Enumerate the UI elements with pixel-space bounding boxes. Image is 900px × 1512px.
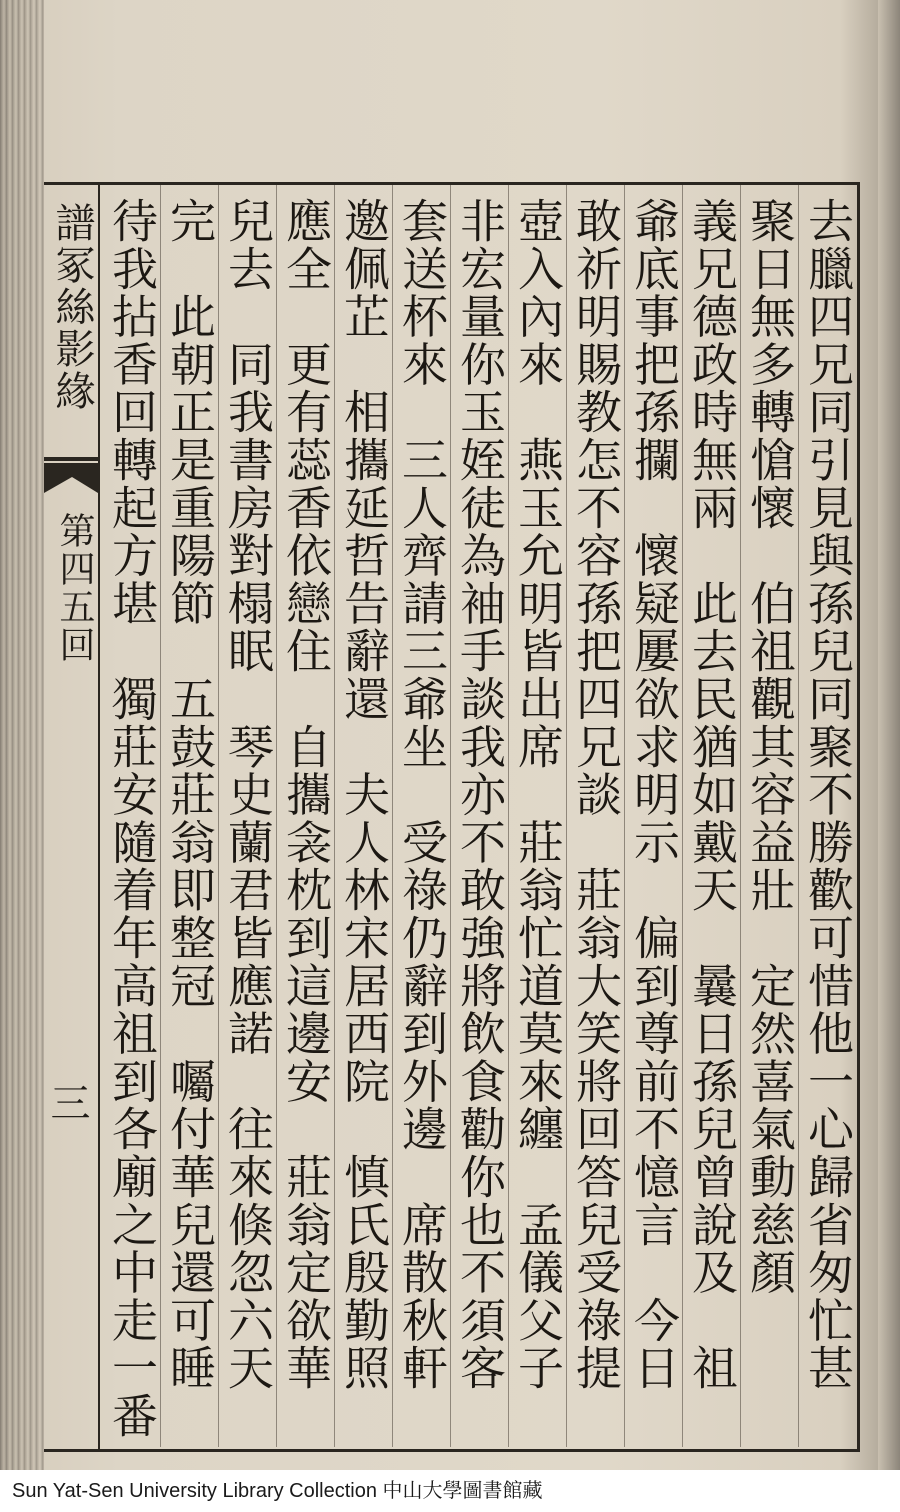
text-column: 非宏量你玉姪徒為袖手談我亦不敢強將飲食勸你也不須客	[453, 197, 507, 1392]
text-column: 去臘四兄同引見與孫兒同聚不勝歡可惜他一心歸省匆忙甚	[801, 197, 855, 1392]
text-column: 壺入內來 燕玉允明皆出席 莊翁忙道莫來纏 孟儀父子	[511, 197, 565, 1392]
text-column: 待我拈香回轉起方堪 獨莊安隨着年高祖到各廟之中走一番	[105, 197, 159, 1440]
text-column: 爺底事把孫攔 懷疑屢欲求明示 偏到尊前不憶言 今日	[627, 197, 681, 1392]
spine-title: 譜冢絲影緣	[49, 202, 95, 412]
stacked-page-edges	[0, 0, 44, 1470]
text-column: 義兄德政時無兩 此去民猶如戴天 曩日孫兒曾說及 祖	[685, 197, 739, 1392]
text-column: 邀佩芷 相攜延哲告辭還 夫人林宋居西院 慎氏殷勤照	[337, 197, 391, 1392]
center-spine	[44, 182, 100, 1452]
text-column: 兒去 同我書房對榻眠 琴史蘭君皆應諾 往來倏忽六天	[221, 197, 275, 1392]
chapter-label: 第四五回	[54, 512, 95, 664]
collection-caption: Sun Yat-Sen University Library Collection 中山大學圖書館藏	[12, 1480, 543, 1502]
text-column: 聚日無多轉愴懷 伯祖觀其容益壯 定然喜氣動慈顏	[743, 197, 797, 1297]
text-column: 套送杯來 三人齊請三爺坐 受祿仍辭到外邊 席散秋軒	[395, 197, 449, 1392]
text-column: 應全 更有蕊香依戀住 自攜衾枕到這邊安 莊翁定欲華	[279, 197, 333, 1392]
text-column: 敢祈明賜教怎不容孫把四兄談 莊翁大笑將回答兒受祿提	[569, 197, 623, 1392]
fish-tail-mark-icon	[44, 457, 98, 497]
folio-number: 三	[44, 1082, 90, 1122]
right-page-edge	[878, 0, 900, 1470]
text-column: 完 此朝正是重陽節 五鼓莊翁即整冠 囑付華兒還可睡	[163, 197, 217, 1392]
text-columns	[100, 185, 857, 1447]
